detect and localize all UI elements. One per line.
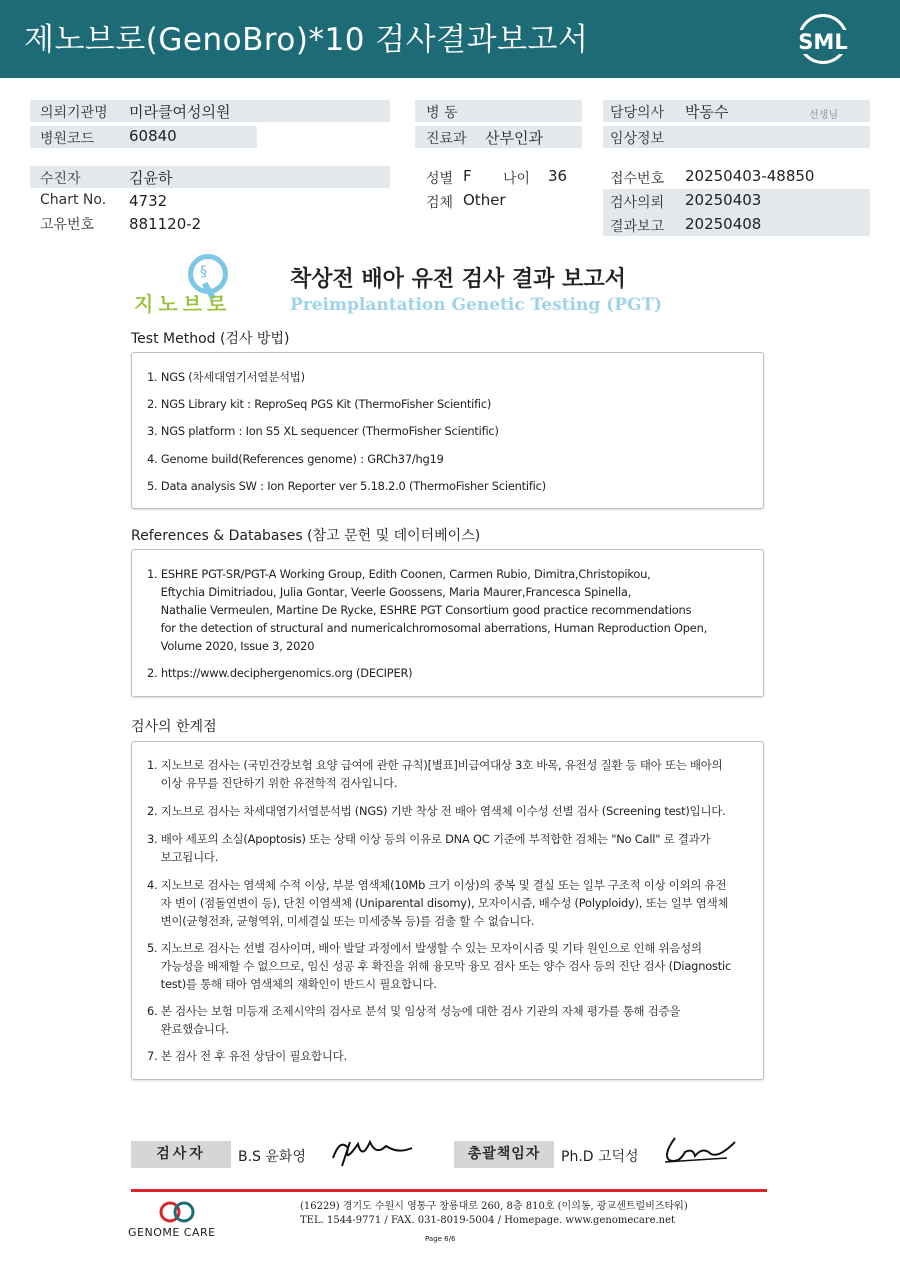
references-title: References & Databases (참고 문헌 및 데이터베이스) [131, 528, 481, 544]
method-box [131, 352, 764, 509]
hospital-code-label: 병원코드 [40, 131, 95, 147]
document-title: 제노브로(GenoBro)*10 검사결과보고서 [24, 22, 589, 58]
dna-icon: § [200, 264, 207, 280]
header-bar [0, 0, 900, 78]
method-item: 2. NGS Library kit : ReproSeq PGS Kit (ThermoFisher Scientific) [147, 397, 492, 411]
sex-value: F [463, 167, 472, 185]
logo-word: 지노브로 [134, 292, 232, 316]
limit-item: 3. 배아 세포의 소실(Apoptosis) 또는 상태 이상 등의 이유로 DNA QC 기준에 부적합한 검체는 "No Call" 로 결과가 보고됩니다. [147, 832, 711, 864]
references-box [131, 549, 764, 697]
department-label: 진료과 [426, 131, 467, 147]
limit-item: 1. 지노브로 검사는 (국민건강보험 요양 급여에 관한 규칙)[별표]비급여대상 3호 바목, 유전성 질환 등 태아 또는 배아의 이상 유무를 진단하기 위한 유전학적 검사입니다. [147, 758, 723, 790]
report-label: 결과보고 [610, 219, 665, 235]
age-label: 나이 [503, 171, 531, 187]
request-value: 20250403 [685, 191, 762, 209]
genome-care-logo [128, 1200, 224, 1244]
hospital-code-value: 60840 [129, 127, 177, 145]
footer-address [300, 1200, 688, 1228]
clinical-label: 임상정보 [610, 131, 665, 147]
patient-label: 수진자 [40, 171, 81, 187]
method-item: 5. Data analysis SW : Ion Reporter ver 5.18.2.0 (ThermoFisher Scientific) [147, 479, 546, 493]
department-value: 산부인과 [485, 129, 543, 147]
sml-logo [792, 10, 854, 72]
chart-value: 4732 [129, 192, 168, 210]
tester-signature [328, 1130, 418, 1170]
limit-item: 7. 본 검사 전 후 유전 상담이 필요합니다. [147, 1049, 347, 1063]
ward-label: 병 동 [426, 105, 458, 121]
director-signature [655, 1128, 745, 1172]
specimen-label: 검체 [426, 195, 454, 211]
chart-label: Chart No. [40, 192, 107, 208]
method-title: Test Method (검사 방법) [131, 331, 290, 347]
genome-care-mark-icon [158, 1200, 198, 1224]
receipt-label: 접수번호 [610, 171, 665, 187]
report-subtitle: Preimplantation Genetic Testing (PGT) [290, 295, 663, 315]
report-value: 20250408 [685, 215, 762, 233]
footer-contact-line: TEL. 1544-9771 / FAX. 031-8019-5004 / Homepage. www.genomecare.net [300, 1215, 676, 1226]
page-number: Page 6/6 [425, 1235, 456, 1243]
genobro-logo [130, 252, 260, 318]
limit-item: 6. 본 검사는 보험 미등재 조제시약의 검사로 분석 및 임상적 성능에 대한 검사 기관의 자체 평가를 통해 검증을 완료했습니다. [147, 1004, 681, 1036]
tester-label: 검사자 [131, 1141, 231, 1168]
doctor-label: 담당의사 [610, 105, 665, 121]
sex-label: 성별 [426, 171, 454, 187]
limits-box [131, 741, 764, 1080]
method-item: 1. NGS (차세대염기서열분석법) [147, 370, 305, 384]
age-value: 36 [548, 167, 568, 185]
method-item: 4. Genome build(References genome) : GRCh37/hg19 [147, 452, 444, 466]
specimen-value: Other [463, 191, 506, 209]
receipt-value: 20250403-48850 [685, 167, 815, 185]
institution-label: 의뢰기관명 [40, 105, 108, 121]
director-label: 총괄책임자 [454, 1141, 554, 1168]
limit-item: 5. 지노브로 검사는 선별 검사이며, 배아 발달 과정에서 발생할 수 있는 모자이시즘 및 기타 원인으로 인해 위음성의 가능성을 배제할 수 없으므로, 임신 성공 후 확진을 위해 융모막 융모 검사 또는 양수 검사 등의 진단 검사 (Diagnostic test)를 통해 태아 염색체의 재확인이 반드시 필요합니다. [147, 941, 732, 991]
request-label: 검사의뢰 [610, 195, 665, 211]
reference-item: 2. https://www.deciphergenomics.org (DECIPER) [147, 666, 413, 680]
director-name: Ph.D 고덕성 [561, 1149, 639, 1165]
id-label: 고유번호 [40, 217, 95, 233]
method-item: 3. NGS platform : Ion S5 XL sequencer (ThermoFisher Scientific) [147, 424, 499, 438]
footer-address-line: (16229) 경기도 수원시 영통구 창룡대로 260, 8층 810호 (이의동, 광교센트럴비즈타워) [300, 1201, 688, 1212]
sml-logo-text: SML [794, 30, 852, 54]
institution-value: 미라클여성의원 [129, 103, 231, 121]
id-value: 881120-2 [129, 215, 202, 233]
doctor-suffix: 선생님 [809, 110, 838, 121]
limits-title: 검사의 한계점 [131, 719, 217, 735]
report-title: 착상전 배아 유전 검사 결과 보고서 [290, 267, 626, 292]
genome-care-name: GENOME CARE [128, 1226, 216, 1239]
limit-item: 2. 지노브로 검사는 차세대염기서열분석법 (NGS) 기반 착상 전 배아 염색체 이수성 선별 검사 (Screening test)입니다. [147, 804, 726, 818]
reference-item: 1. ESHRE PGT-SR/PGT-A Working Group, Edith Coonen, Carmen Rubio, Dimitra,Christopikou, Eftychia Dimitriadou, Julia Gontar, Veerle Goossens, Maria Maurer,Francesca Spinella, Nathalie Vermeulen, Martine De Rycke, ESHRE PGT Consortium good practice recommendations for the detection of structural and numericalchromosomal aberrations, Human Reproduction Open, Volume 2020, Issue 3, 2020 [147, 567, 708, 653]
limit-item: 4. 지노브로 검사는 염색체 수적 이상, 부분 염색체(10Mb 크기 이상)의 중복 및 결실 또는 일부 구조적 이상 이외의 유전 자 변이 (점돌연변이 등), 단친 이염색체 (Uniparental disomy), 모자이시즘, 배수성 (Polyploidy), 또는 일부 염색체 변이(균형전좌, 균형역위, 미세결실 또는 미세중복 등)를 검출 할 수 없습니다. [147, 878, 729, 928]
patient-bar [30, 166, 390, 188]
tester-name: B.S 윤화영 [238, 1149, 306, 1165]
footer-divider [131, 1189, 767, 1192]
patient-value: 김윤하 [129, 169, 173, 187]
doctor-value: 박동수 [685, 103, 729, 121]
